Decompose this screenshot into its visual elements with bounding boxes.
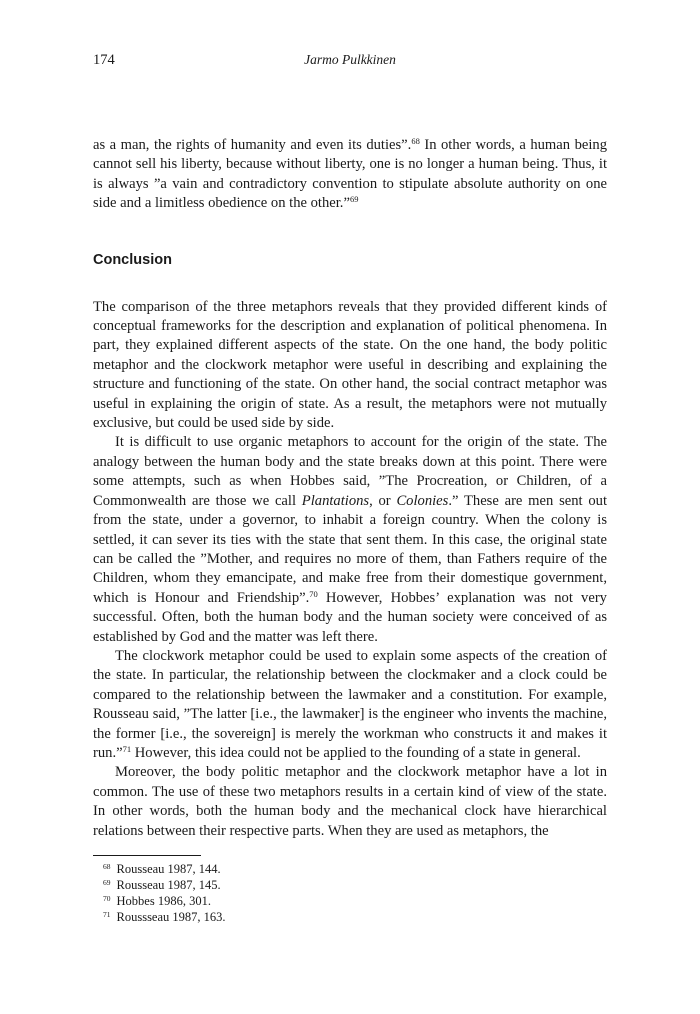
text-span: It is difficult to use organic metaphors to account for the origin of the state. The analogy between the human body and the state breaks down at this point. There were some attempts, such as when Hobbes said, ”The Procreation, or Children, of a Commonwealth are those we call [93,434,607,509]
footnote-ref-68[interactable]: 68 [411,136,420,146]
page-body [93,136,607,841]
page-number: 174 [93,52,115,68]
paragraph-1: The comparison of the three metaphors reveals that they provided different kinds of conceptual frameworks for the description and explanation of political phenomena. In part, they explained different aspects of the state. On the one hand, the body politic metaphor and the clockwork metaphor were useful in describing and explaining the structure and functioning of the state. On other hand, the social contract metaphor was useful in explaining the origin of state. As a result, the metaphors were not mutually exclusive, but could be used side by side. [93,298,607,432]
footnote-number: 69 [103,878,111,887]
text-span: However, this idea could not be applied to the founding of a state in general. [131,744,581,761]
footnotes [103,861,603,925]
text-span: The clockwork metaphor could be used to explain some aspects of the creation of the state. In particular, the relationship between the clockmaker and a clock could be compared to the relationship between the lawmaker and a constitution. For example, Rousseau said, ”The latter [i.e., the lawmaker] is the engineer who invents the machine, the former [i.e., the sovereign] is merely the workman who constructs it and makes it run.” [93,647,607,761]
footnote-ref-71[interactable]: 71 [122,743,132,754]
footnote-text: Rousseau 1987, 144. [116,862,221,876]
footnote-68 [103,861,603,877]
footnote-ref-70[interactable]: 70 [309,588,318,599]
text-span: In other words, a human being cannot sell his liberty, because without liberty, one is no longer a human being. Thus, it is always ”a vain and contradictory convention to stipulate absolute authority on one side and a limitless obedience on the other.” [93,137,607,212]
footnote-ref-69[interactable]: 69 [349,194,359,205]
paragraph-4: Moreover, the body politic metaphor and the clockwork metaphor have a lot in common. The use of these two metaphors results in a certain kind of view of the state. In other words, both the human body and the mechanical clock have hierarchical relations between their respective parts. When they are used as metaphors, the [93,764,607,839]
footnote-number: 70 [103,894,111,903]
text-span: .” These are men sent out from the state, under a governor, to inhabit a foreign country. When the colony is settled, it can sever its ties with the state that sent them. In this case, the original state can be called the ”Mother, and requires no more of them, than Fathers require of the Children, whom they emancipate, and make free from their domestique government, which is Honour and Friendship”. [93,492,608,606]
continuation-paragraph [93,136,607,214]
text-span: as a man, the rights of humanity and even its duties”. [93,137,412,153]
footnote-number: 71 [103,910,111,919]
emphasis: Colonies [396,492,449,509]
footnote-71 [103,909,603,925]
paragraph-3 [93,647,607,763]
footnote-rule [93,855,201,856]
footnote-number: 68 [103,862,111,871]
text-span: However, Hobbes’ explanation was not very successful. Often, both the human body and the human society were conceived of as established by God and the matter was left there. [93,589,607,645]
footnote-69 [103,877,603,893]
text-span: , or [369,492,397,509]
running-head: Jarmo Pulkkinen [304,52,396,67]
section-heading: Conclusion [93,251,172,268]
paragraph-2 [93,433,607,646]
emphasis: Plantations [301,492,370,509]
page-header [93,52,607,74]
footnote-70 [103,893,603,909]
footnote-text: Hobbes 1986, 301. [116,894,211,908]
footnote-text: Roussseau 1987, 163. [116,910,226,924]
footnote-text: Rousseau 1987, 145. [116,878,221,892]
